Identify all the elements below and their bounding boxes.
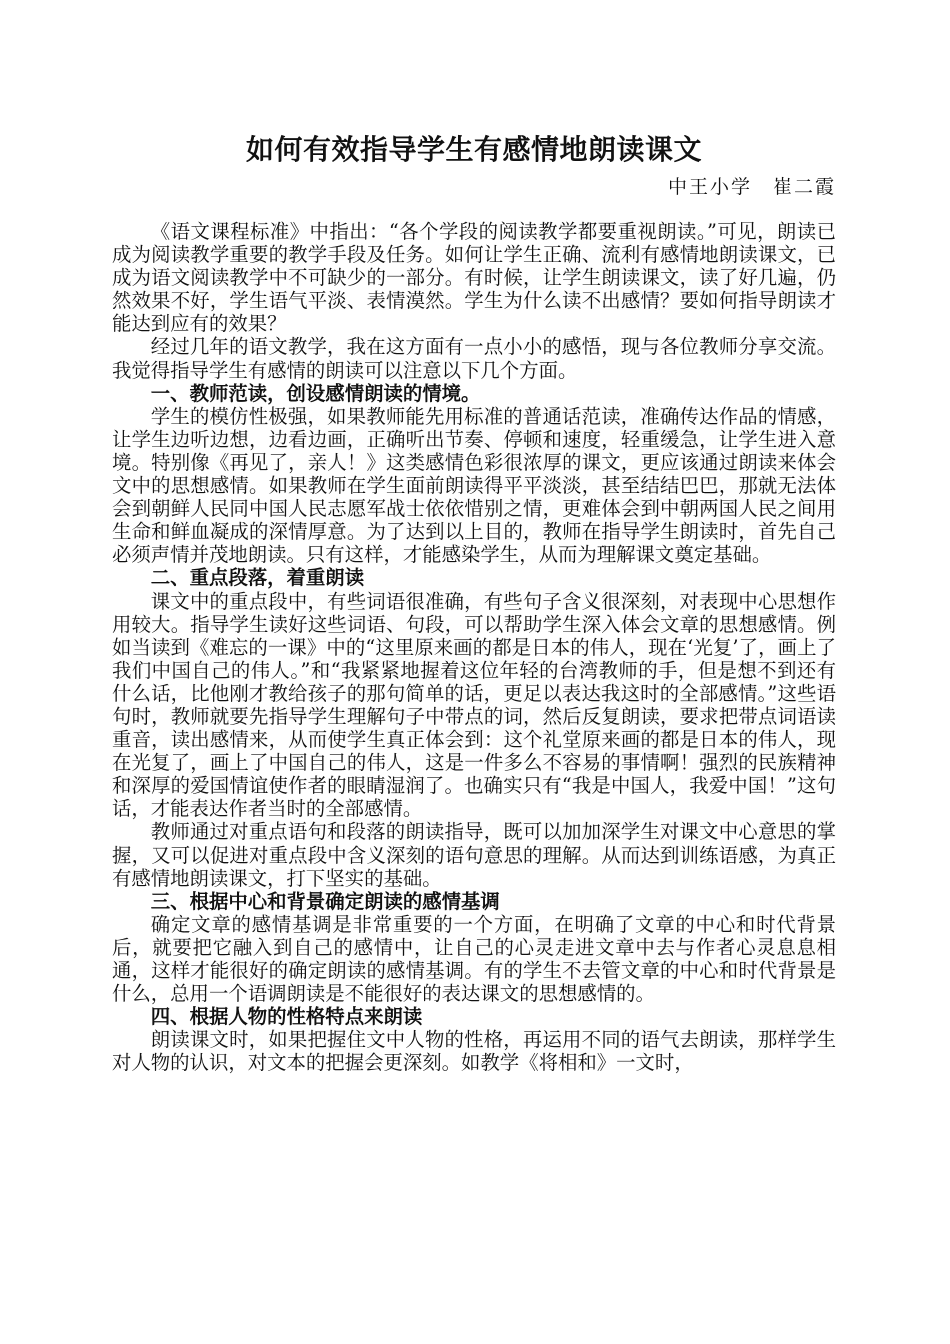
section-4-heading: 四、根据人物的性格特点来朗读 xyxy=(150,1005,423,1029)
intro-paragraph-1: 《语文课程标准》中指出：“各个学段的阅读教学都要重视朗读。”可见，朗读已成为阅读教学重要的教学手段及任务。如何让学生正确、流利有感情地朗读课文，已成为语文阅读教学中不可缺少的一部分。有时候，让学生朗读课文，读了好几遍，仍然效果不好，学生语气平淡、表情漠然。学生为什么读不出感情？要如何指导朗读才能达到应有的效果？ xyxy=(112,220,836,336)
section-2-paragraph-2: 教师通过对重点语句和段落的朗读指导，既可以加加深学生对课文中心意思的掌握，又可以促进对重点段中含义深刻的语句意思的理解。从而达到训练语感，为真正有感情地朗读课文，打下坚实的基础。 xyxy=(112,820,836,890)
section-3-heading: 三、根据中心和背景确定朗读的感情基调 xyxy=(150,889,500,913)
section-2-paragraph-1: 课文中的重点段中，有些词语很准确，有些句子含义很深刻，对表现中心思想作用较大。指导学生读好这些词语、句段，可以帮助学生深入体会文章的思想感情。例如当读到《难忘的一课》中的“这里原来画的都是日本的伟人，现在‘光复’了，画上了我们中国自己的伟人。”和“我紧紧地握着这位年轻的台湾教师的手，但是想不到还有什么话，比他刚才教给孩子的那句简单的话，更足以表达我这时的全部感情。”这些语句时，教师就要先指导学生理解句子中带点的词，然后反复朗读，要求把带点词语读重音，读出感情来，从而使学生真正体会到：这个礼堂原来画的都是日本的伟人，现在光复了，画上了中国自己的伟人，这是一件多么不容易的事情啊！强烈的民族精神和深厚的爱国情谊使作者的眼睛湿润了。也确实只有“我是中国人，我爱中国！”这句话，才能表达作者当时的全部感情。 xyxy=(112,589,836,821)
document-page xyxy=(112,128,836,1074)
section-1-heading: 一、教师范读，创设感情朗读的情境。 xyxy=(150,381,481,405)
section-1-paragraph-1: 学生的模仿性极强，如果教师能先用标准的普通话范读，准确传达作品的情感，让学生边听边想，边看边画，正确听出节奏、停顿和速度，轻重缓急，让学生进入意境。特别像《再见了，亲人！》这类感情色彩很浓厚的课文，更应该通过朗读来体会文中的思想感情。如果教师在学生面前朗读得平平淡淡，甚至结结巴巴，那就无法体会到朝鲜人民同中国人民志愿军战士依依惜别之情，更难体会到中朝两国人民之间用生命和鲜血凝成的深情厚意。为了达到以上目的，教师在指导学生朗读时，首先自己必须声情并茂地朗读。只有这样，才能感染学生，从而为理解课文奠定基础。 xyxy=(112,404,836,567)
author-line: 中王小学 崔二霞 xyxy=(667,176,836,198)
section-4-paragraph-1: 朗读课文时，如果把握住文中人物的性格，再运用不同的语气去朗读，那样学生对人物的认识，对文本的把握会更深刻。如教学《将相和》一文时， xyxy=(112,1028,836,1075)
document-title: 如何有效指导学生有感情地朗读课文 xyxy=(245,133,702,166)
section-2-heading: 二、重点段落，着重朗读 xyxy=(150,566,365,590)
intro-paragraph-2: 经过几年的语文教学，我在这方面有一点小小的感悟，现与各位教师分享交流。我觉得指导学生有感情的朗读可以注意以下几个方面。 xyxy=(112,335,836,382)
section-3-paragraph-1: 确定文章的感情基调是非常重要的一个方面，在明确了文章的中心和时代背景后，就要把它融入到自己的感情中，让自己的心灵走进文章中去与作者心灵息息相通，这样才能很好的确定朗读的感情基调。有的学生不去管文章的中心和时代背景是什么，总用一个语调朗读是不能很好的表达课文的思想感情的。 xyxy=(112,912,836,1006)
